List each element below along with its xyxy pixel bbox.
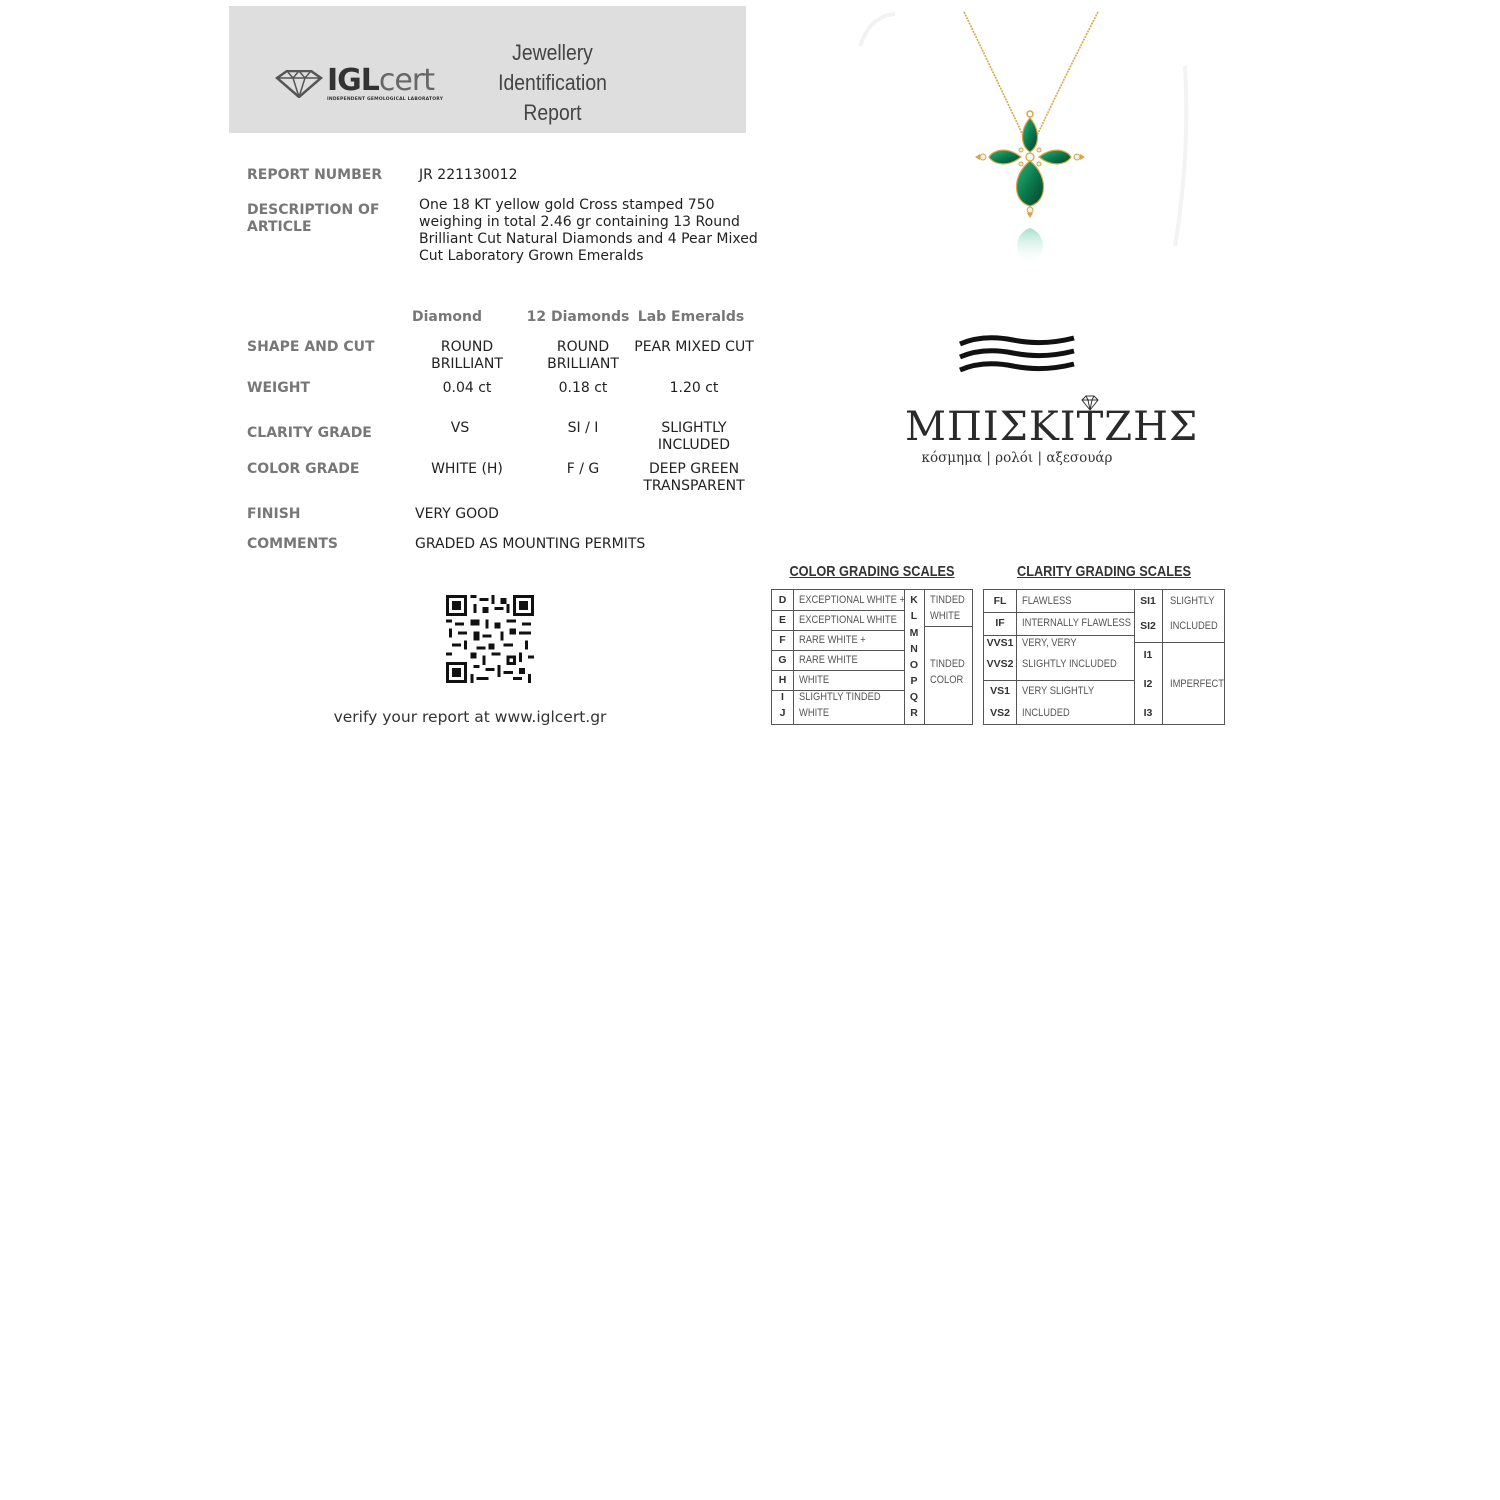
weight-label: WEIGHT bbox=[247, 380, 310, 396]
column-header-12-diamonds: 12 Diamonds bbox=[526, 309, 630, 325]
clarity-emeralds: SLIGHTLY INCLUDED bbox=[657, 420, 731, 453]
report-number-value: JR 221130012 bbox=[419, 167, 518, 183]
verify-link[interactable]: verify your report at www.iglcert.gr bbox=[333, 708, 607, 726]
color-letter: M bbox=[909, 627, 919, 639]
report-number-label: REPORT NUMBER bbox=[247, 167, 383, 183]
column-header-lab-emeralds: Lab Emeralds bbox=[637, 309, 745, 325]
color-letter: H bbox=[778, 674, 787, 686]
color-desc: EXCEPTIONAL WHITE bbox=[799, 614, 897, 626]
weight-diamond: 0.04 ct bbox=[442, 380, 492, 396]
color-desc: RARE WHITE bbox=[799, 654, 858, 666]
color-group-label: COLOR bbox=[930, 674, 964, 686]
clarity-desc: SLIGHTLY bbox=[1170, 595, 1215, 607]
comments-value: GRADED AS MOUNTING PERMITS bbox=[415, 536, 646, 552]
clarity-code: SI1 bbox=[1140, 595, 1156, 607]
color-letter: G bbox=[778, 654, 787, 666]
color-desc: RARE WHITE + bbox=[799, 634, 866, 646]
color-letter: D bbox=[778, 594, 787, 606]
color-scale-table bbox=[771, 589, 973, 725]
clarity-label: CLARITY GRADE bbox=[247, 425, 372, 441]
clarity-12-diamonds: SI / I bbox=[567, 420, 599, 436]
brand-name: ΜΠΙΣΚΙΤΖΗΣ bbox=[905, 404, 1199, 450]
clarity-desc: INCLUDED bbox=[1022, 707, 1070, 719]
color-desc: WHITE bbox=[799, 674, 830, 686]
color-desc: SLIGHTLY TINDED bbox=[799, 691, 881, 703]
clarity-desc: INCLUDED bbox=[1170, 620, 1218, 632]
clarity-desc: IMPERFECT bbox=[1170, 678, 1225, 690]
color-letter: P bbox=[910, 675, 918, 687]
color-letter: J bbox=[779, 707, 786, 719]
clarity-code: VVS2 bbox=[986, 658, 1014, 670]
cross-pendant-photo bbox=[855, 6, 1195, 276]
iglcert-logo bbox=[275, 60, 455, 110]
weight-12-diamonds: 0.18 ct bbox=[558, 380, 608, 396]
qr-code[interactable] bbox=[446, 595, 534, 683]
clarity-diamond: VS bbox=[450, 420, 470, 436]
description-label: DESCRIPTION OF ARTICLE bbox=[247, 202, 380, 235]
color-letter: L bbox=[910, 610, 918, 622]
color-grade-emeralds: DEEP GREEN TRANSPARENT bbox=[643, 461, 745, 494]
clarity-code: SI2 bbox=[1140, 620, 1156, 632]
weight-emeralds: 1.20 ct bbox=[669, 380, 719, 396]
color-letter: R bbox=[910, 707, 918, 719]
clarity-code: VVS1 bbox=[986, 637, 1014, 649]
clarity-desc: INTERNALLY FLAWLESS bbox=[1022, 617, 1131, 629]
logo-subtitle: INDEPENDENT GEMOLOGICAL LABORATORY bbox=[327, 97, 444, 102]
clarity-desc: SLIGHTLY INCLUDED bbox=[1022, 658, 1117, 670]
color-desc: WHITE bbox=[799, 707, 830, 719]
color-group-label: TINDED bbox=[930, 594, 965, 606]
color-grade-12-diamonds: F / G bbox=[566, 461, 600, 477]
clarity-code: VS2 bbox=[990, 707, 1010, 719]
clarity-code: FL bbox=[993, 595, 1007, 607]
logo-wordmark: IGLcert bbox=[327, 63, 434, 98]
shape-cut-label: SHAPE AND CUT bbox=[247, 339, 375, 355]
color-group-label: TINDED bbox=[930, 658, 965, 670]
brand-tagline: κόσμημα | ρολόι | αξεσουάρ bbox=[921, 450, 1113, 466]
color-letter: O bbox=[909, 659, 919, 671]
shape-cut-12-diamonds: ROUND BRILLIANT bbox=[547, 339, 619, 372]
clarity-scale-title: CLARITY GRADING SCALES bbox=[1016, 563, 1192, 580]
color-letter: Q bbox=[909, 691, 919, 703]
color-grade-diamond: WHITE (H) bbox=[431, 461, 503, 477]
report-header bbox=[229, 6, 746, 133]
finish-value: VERY GOOD bbox=[415, 506, 499, 522]
color-letter: E bbox=[778, 614, 786, 626]
column-header-diamond: Diamond bbox=[411, 309, 483, 325]
comments-label: COMMENTS bbox=[247, 536, 338, 552]
clarity-code: IF bbox=[995, 617, 1005, 629]
color-grade-label: COLOR GRADE bbox=[247, 461, 360, 477]
clarity-code: I1 bbox=[1143, 649, 1153, 661]
clarity-code: VS1 bbox=[990, 685, 1010, 697]
report-title: Jewellery Identification Report bbox=[498, 40, 607, 125]
shape-cut-diamond: ROUND BRILLIANT bbox=[431, 339, 503, 372]
diamond-icon bbox=[275, 70, 323, 98]
color-scale-title: COLOR GRADING SCALES bbox=[789, 563, 955, 580]
clarity-code: I3 bbox=[1143, 707, 1153, 719]
clarity-desc: VERY SLIGHTLY bbox=[1022, 685, 1095, 697]
clarity-desc: VERY, VERY bbox=[1022, 637, 1077, 649]
brand-waves-logo bbox=[958, 332, 1078, 382]
color-letter: K bbox=[910, 594, 918, 606]
clarity-desc: FLAWLESS bbox=[1022, 595, 1072, 607]
color-group-label: WHITE bbox=[930, 610, 961, 622]
color-desc: EXCEPTIONAL WHITE + bbox=[799, 594, 905, 606]
color-letter: F bbox=[779, 634, 786, 646]
clarity-scale-table bbox=[983, 589, 1225, 725]
color-letter: I bbox=[781, 691, 784, 703]
finish-label: FINISH bbox=[247, 506, 301, 522]
color-letter: N bbox=[910, 643, 918, 655]
clarity-code: I2 bbox=[1143, 678, 1153, 690]
description-value: One 18 KT yellow gold Cross stamped 750 weighing in total 2.46 gr containing 13 Round Brilliant Cut Natural Diamonds and 4 Pear Mixed Cut Laboratory Grown Emeralds bbox=[419, 197, 758, 264]
shape-cut-emeralds: PEAR MIXED CUT bbox=[634, 339, 754, 355]
